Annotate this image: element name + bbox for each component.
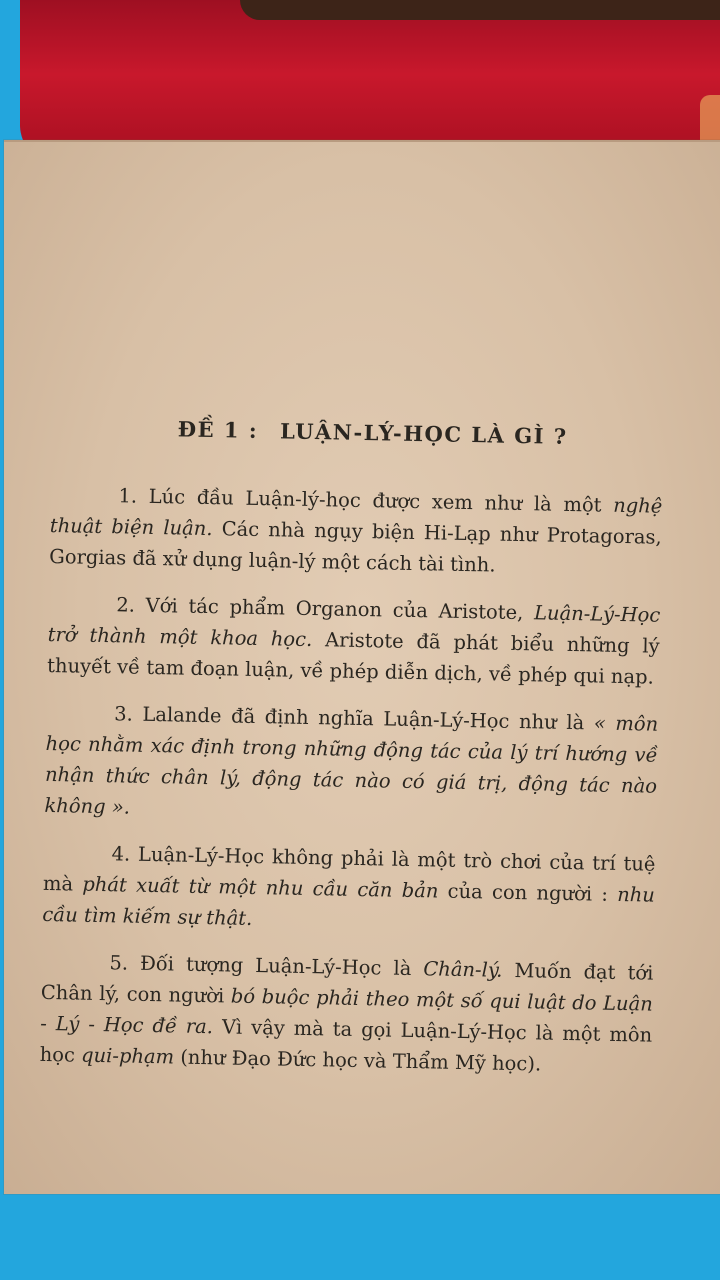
- para-italic: nghệ thuật biện luận.: [49, 493, 663, 541]
- para-text: Muốn đạt tới Chân lý, con người: [40, 958, 654, 1008]
- para-text: 2. Với tác phẩm Organon của Aristote,: [116, 593, 535, 625]
- paragraph-5: [39, 946, 653, 1082]
- pot-soil: [240, 0, 720, 20]
- chapter-title: LUẬN-LÝ-HỌC LÀ GÌ ?: [279, 418, 568, 449]
- para-italic: Chân-lý.: [423, 957, 503, 982]
- para-text: của con người :: [438, 879, 618, 906]
- para-text: Các nhà ngụy biện Hi-Lạp như Protagoras, Gorgias đã xử dụng luận-lý một cách tài tình.: [49, 517, 662, 577]
- para-italic: qui-phạm: [80, 1043, 175, 1069]
- paragraph-4: [42, 837, 656, 942]
- para-text: 1. Lúc đầu Luận-lý-học được xem như là một: [118, 484, 614, 517]
- page-content: [39, 414, 664, 1098]
- para-italic: phát xuất từ một nhu cầu căn bản: [82, 872, 439, 903]
- para-italic: Luận-Lý-Học trở thành một khoa học.: [47, 601, 661, 652]
- para-text: 3. Lalande đã định nghĩa Luận-Lý-Học như là: [114, 702, 595, 735]
- para-text: Vì vậy mà ta gọi Luận-Lý-Học là một môn học: [39, 1015, 653, 1067]
- paragraph-3: [44, 697, 658, 833]
- chapter-number: ĐỀ 1 :: [177, 416, 259, 443]
- para-italic: bó buộc phải theo một số qui luật do Luận - Lý - Học đề ra.: [40, 984, 654, 1039]
- para-italic: nhu cầu tìm kiếm sự thật.: [42, 882, 656, 930]
- para-italic: « môn học nhằm xác định trong những động tác của lý trí hướng về nhận thức chân lý, động tác nào có giá trị, động tác nào không ».: [44, 711, 659, 819]
- para-text: 4. Luận-Lý-Học không phải là một trò chơi của trí tuệ mà: [42, 842, 656, 896]
- para-text: 5. Đối tượng Luận-Lý-Học là: [109, 951, 424, 981]
- paragraph-1: [49, 479, 663, 584]
- book-page: [4, 140, 720, 1194]
- para-text: (như Đạo Đức học và Thẩm Mỹ học).: [173, 1045, 542, 1076]
- paragraph-2: [47, 588, 661, 693]
- chapter-heading: [82, 415, 664, 451]
- para-text: Aristote đã phát biểu những lý thuyết về tam đoạn luận, về phép diễn dịch, về phép qui nạp.: [46, 628, 660, 689]
